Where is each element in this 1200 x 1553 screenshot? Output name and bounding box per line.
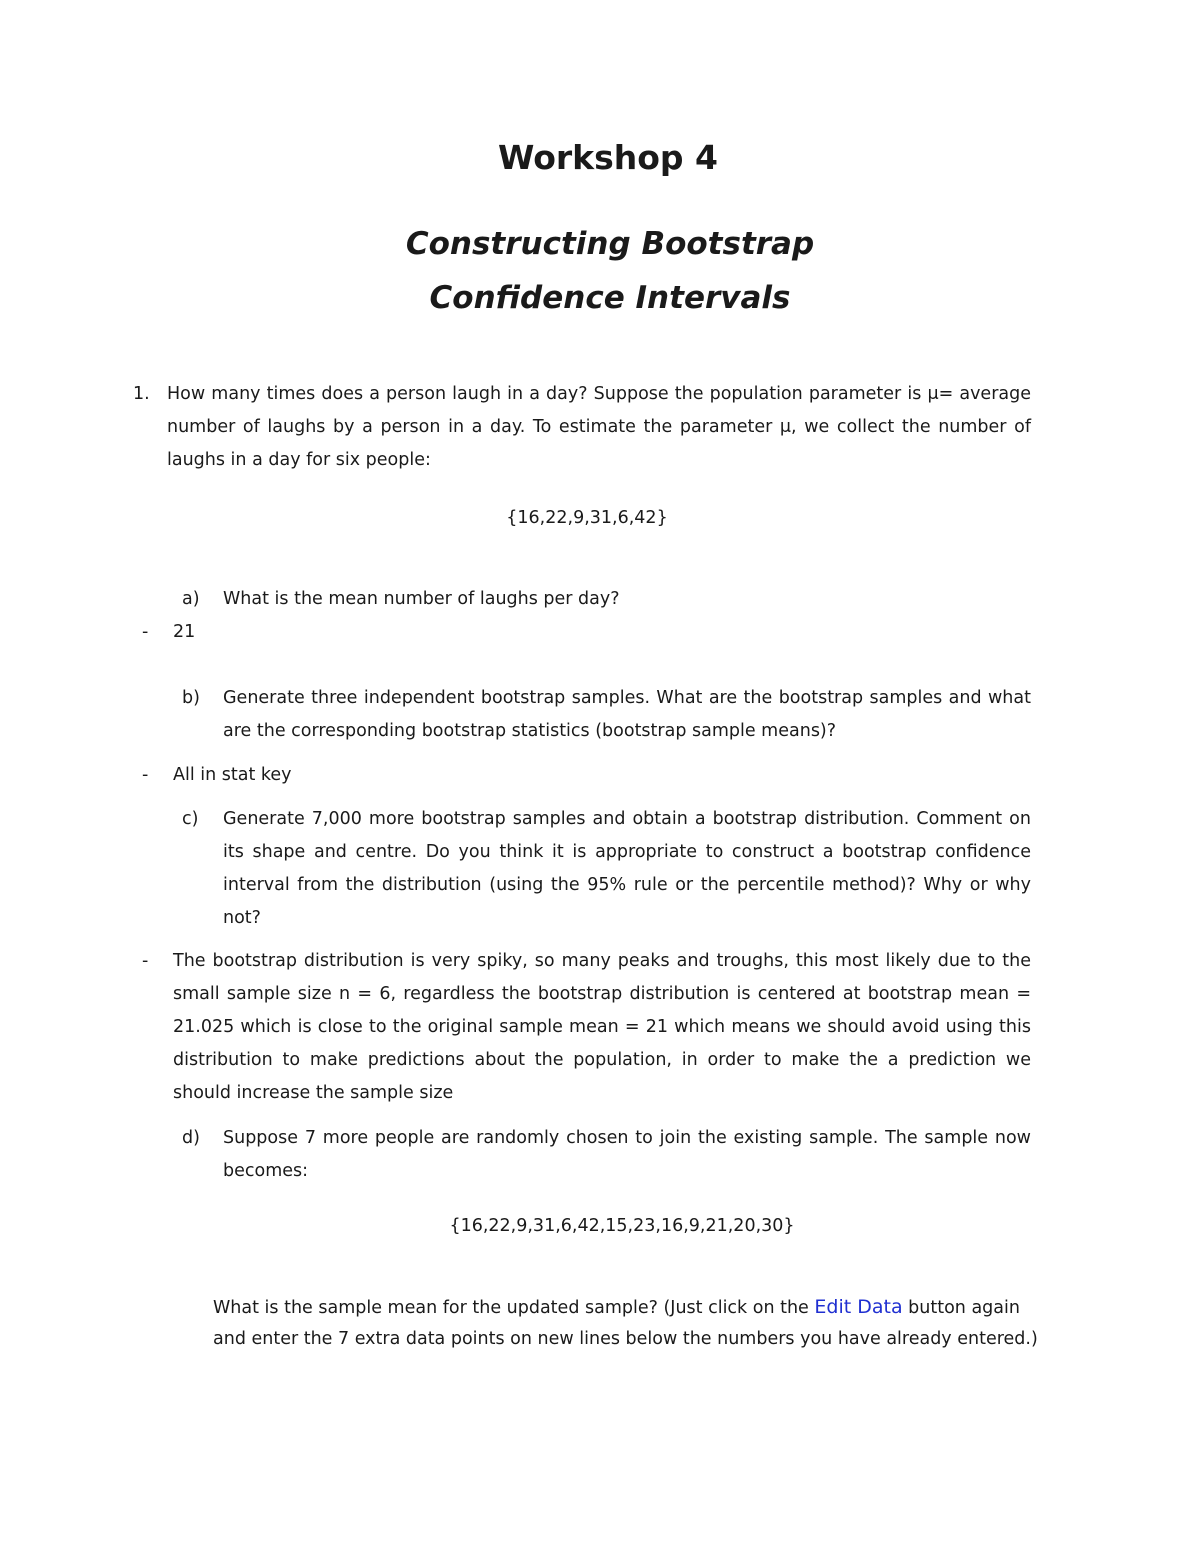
question-1-line: number of laughs by a person in a day. To estimate the parameter μ, we collect the number of: [167, 417, 1031, 437]
data-set-thirteen: {16,22,9,31,6,42,15,23,16,9,21,20,30}: [449, 1216, 795, 1236]
follow-up-line-1: [213, 1291, 1020, 1325]
follow-up-line-2: and enter the 7 extra data points on new lines below the numbers you have already entered.): [213, 1329, 1038, 1349]
part-c-line: its shape and centre. Do you think it is appropriate to construct a bootstrap confidence: [223, 842, 1031, 862]
part-c-question: [223, 803, 1031, 935]
part-a-question: What is the mean number of laughs per day?: [223, 589, 620, 609]
part-c-answer-line: small sample size n = 6, regardless the bootstrap distribution is centered at bootstrap mean =: [173, 984, 1031, 1004]
part-b-answer: All in stat key: [173, 765, 292, 785]
answer-dash: -: [142, 951, 149, 971]
part-d-marker: d): [182, 1128, 200, 1148]
answer-dash: -: [142, 765, 149, 785]
part-c-line: interval from the distribution (using the 95% rule or the percentile method)? Why or why: [223, 875, 1031, 895]
part-c-answer-line: should increase the sample size: [173, 1083, 454, 1103]
follow-up-text: What is the sample mean for the updated sample? (Just click on the: [213, 1298, 815, 1318]
part-c-line: Generate 7,000 more bootstrap samples and obtain a bootstrap distribution. Comment on: [223, 809, 1031, 829]
part-a-marker: a): [182, 589, 200, 609]
question-number: 1.: [133, 384, 150, 404]
part-c-marker: c): [182, 809, 199, 829]
edit-data-button-name: Edit Data: [814, 1296, 903, 1318]
part-c-answer: [173, 945, 1031, 1110]
part-b-line: are the corresponding bootstrap statistics (bootstrap sample means)?: [223, 721, 837, 741]
question-1-text: [167, 378, 1031, 477]
page-title: Workshop 4: [498, 138, 718, 177]
part-c-answer-line: distribution to make predictions about the population, in order to make the a prediction we: [173, 1050, 1031, 1070]
answer-dash: -: [142, 622, 149, 642]
question-1-line: How many times does a person laugh in a day? Suppose the population parameter is μ= average: [167, 384, 1031, 404]
part-d-line: Suppose 7 more people are randomly chosen to join the existing sample. The sample now: [223, 1128, 1031, 1148]
part-b-question: [223, 682, 1031, 748]
part-a-answer: 21: [173, 622, 196, 642]
subtitle-line-2: Confidence Intervals: [429, 280, 791, 316]
follow-up-text: button again: [902, 1298, 1020, 1318]
part-d-line: becomes:: [223, 1161, 309, 1181]
part-b-line: Generate three independent bootstrap samples. What are the bootstrap samples and what: [223, 688, 1031, 708]
part-d-question: [223, 1122, 1031, 1188]
question-1-line: laughs in a day for six people:: [167, 450, 431, 470]
part-c-answer-line: The bootstrap distribution is very spiky, so many peaks and troughs, this most likely due to the: [173, 951, 1031, 971]
part-b-marker: b): [182, 688, 200, 708]
data-set-six: {16,22,9,31,6,42}: [506, 508, 668, 528]
subtitle-line-1: Constructing Bootstrap: [405, 226, 815, 262]
part-c-line: not?: [223, 908, 261, 928]
part-c-answer-line: 21.025 which is close to the original sample mean = 21 which means we should avoid using this: [173, 1017, 1031, 1037]
